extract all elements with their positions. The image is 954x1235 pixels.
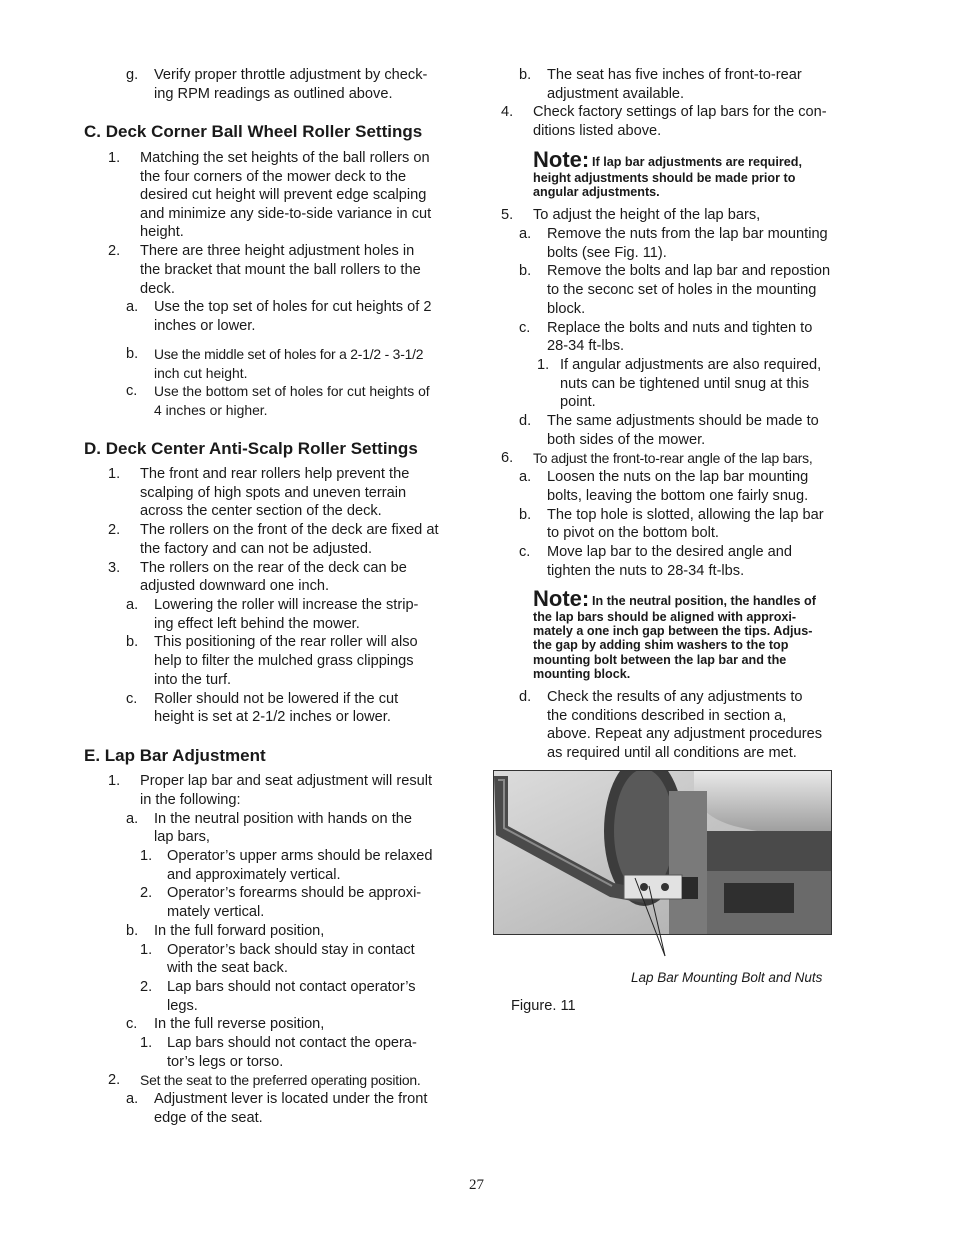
list-marker: 1. <box>140 942 153 958</box>
text-line: point. <box>560 394 596 410</box>
text-line: bolts, leaving the bottom one fairly snug. <box>547 488 809 504</box>
section-heading-e: E. Lap Bar Adjustment <box>84 746 266 765</box>
list-marker: g. <box>126 67 139 83</box>
text-line: lap bars, <box>154 829 210 845</box>
text-line: height is set at 2-1/2 inches or lower. <box>154 709 391 725</box>
text-line: the factory and can not be adjusted. <box>140 541 373 557</box>
text-line: To adjust the height of the lap bars, <box>533 207 761 223</box>
note-label: Note: <box>533 586 590 611</box>
list-marker: b. <box>519 67 532 83</box>
text-line: Remove the bolts and lap bar and repostion <box>547 263 831 279</box>
text-line: Proper lap bar and seat adjustment will result <box>140 773 433 789</box>
text-line: in the following: <box>140 792 241 808</box>
list-marker: 1. <box>108 466 121 482</box>
text-line: Lowering the roller will increase the strip- <box>154 597 419 613</box>
list-marker: b. <box>519 263 532 279</box>
text-line: To adjust the front-to-rear angle of the lap bars, <box>533 450 813 466</box>
list-marker: b. <box>126 634 139 650</box>
note-text: height adjustments should be made prior to <box>533 171 796 185</box>
text-line: 28-34 ft-lbs. <box>547 338 625 354</box>
list-marker: a. <box>126 1091 139 1107</box>
list-marker: a. <box>126 811 139 827</box>
note-text: the gap by adding shim washers to the top <box>533 638 789 652</box>
text-line: tighten the nuts to 28-34 ft-lbs. <box>547 563 745 579</box>
list-marker: 4. <box>501 104 514 120</box>
text-line: into the turf. <box>154 672 232 688</box>
list-marker: d. <box>519 689 532 705</box>
caption-leader-lines <box>493 770 713 970</box>
text-line: Use the middle set of holes for a 2-1/2 - 3-1/2 <box>154 346 424 362</box>
text-line: There are three height adjustment holes in <box>140 243 415 259</box>
text-line: Matching the set heights of the ball rollers on <box>140 150 430 166</box>
text-line: The top hole is slotted, allowing the lap bar <box>547 507 824 523</box>
text-line: scalping of high spots and uneven terrain <box>140 485 407 501</box>
page-number: 27 <box>469 1177 484 1193</box>
list-marker: 3. <box>108 560 121 576</box>
text-line: across the center section of the deck. <box>140 503 382 519</box>
text-line: help to filter the mulched grass clippings <box>154 653 414 669</box>
figure-label: Figure. 11 <box>511 998 576 1014</box>
note-text: In the neutral position, the handles of <box>592 594 816 608</box>
list-marker: 5. <box>501 207 514 223</box>
text-line: Loosen the nuts on the lap bar mounting <box>547 469 809 485</box>
section-heading-d: D. Deck Center Anti-Scalp Roller Settings <box>84 439 418 458</box>
list-marker: 2. <box>108 522 121 538</box>
list-marker: d. <box>519 413 532 429</box>
list-marker: b. <box>126 346 139 362</box>
list-marker: 1. <box>140 1035 153 1051</box>
list-marker: c. <box>126 383 138 399</box>
text-line: to pivot on the bottom bolt. <box>547 525 719 541</box>
text-line: Remove the nuts from the lap bar mounting <box>547 226 828 242</box>
text-line: Operator’s forearms should be approxi- <box>167 885 422 901</box>
text-line: Lap bars should not contact the opera- <box>167 1035 417 1051</box>
list-marker: c. <box>519 320 531 336</box>
text-line: inches or lower. <box>154 318 256 334</box>
list-marker: c. <box>126 691 138 707</box>
text-line: with the seat back. <box>167 960 288 976</box>
text-line: Check factory settings of lap bars for the con- <box>533 104 827 120</box>
text-line: mately vertical. <box>167 904 265 920</box>
list-marker: 2. <box>108 243 121 259</box>
text-line: In the neutral position with hands on the <box>154 811 412 827</box>
text-line: The same adjustments should be made to <box>547 413 819 429</box>
text-line: deck. <box>140 281 175 297</box>
text-line: The seat has five inches of front-to-rear <box>547 67 802 83</box>
text-line: adjusted downward one inch. <box>140 578 330 594</box>
text-line: In the full reverse position, <box>154 1016 325 1032</box>
text-line: Use the bottom set of holes for cut heights of <box>154 383 430 399</box>
text-line: In the full forward position, <box>154 923 325 939</box>
list-marker: c. <box>126 1016 138 1032</box>
list-marker: 1. <box>108 773 121 789</box>
list-marker: c. <box>519 544 531 560</box>
text-line: block. <box>547 301 586 317</box>
list-marker: a. <box>519 469 532 485</box>
list-marker: a. <box>126 299 139 315</box>
list-marker: a. <box>126 597 139 613</box>
list-marker: 6. <box>501 450 514 466</box>
text-line: the four corners of the mower deck to the <box>140 169 407 185</box>
text-line: bolts (see Fig. 11). <box>547 245 667 261</box>
text-line: This positioning of the rear roller will also <box>154 634 418 650</box>
text-line: The rollers on the rear of the deck can be <box>140 560 407 576</box>
note-text: mately a one inch gap between the tips. Adjus- <box>533 624 813 638</box>
text-line: The front and rear rollers help prevent the <box>140 466 410 482</box>
text-line: legs. <box>167 998 198 1014</box>
text-line: ing RPM readings as outlined above. <box>154 86 393 102</box>
text-line: Check the results of any adjustments to <box>547 689 803 705</box>
text-line: Operator’s upper arms should be relaxed <box>167 848 433 864</box>
list-marker: 2. <box>140 979 153 995</box>
note-text: mounting bolt between the lap bar and the <box>533 653 787 667</box>
text-line: Verify proper throttle adjustment by check- <box>154 67 428 83</box>
figure-caption: Lap Bar Mounting Bolt and Nuts <box>631 970 823 985</box>
text-line: as required until all conditions are met. <box>547 745 797 761</box>
list-marker: 2. <box>108 1072 121 1088</box>
text-line: ing effect left behind the mower. <box>154 616 360 632</box>
text-line: Lap bars should not contact operator’s <box>167 979 416 995</box>
note-text: the lap bars should be aligned with approxi- <box>533 610 797 624</box>
text-line: height. <box>140 224 184 240</box>
list-marker: a. <box>519 226 532 242</box>
text-line: above. Repeat any adjustment procedures <box>547 726 823 742</box>
text-line: 4 inches or higher. <box>154 402 268 418</box>
list-marker: 1. <box>140 848 153 864</box>
text-line: edge of the seat. <box>154 1110 263 1126</box>
list-marker: 1. <box>537 357 550 373</box>
section-heading-c: C. Deck Corner Ball Wheel Roller Settings <box>84 122 423 141</box>
text-line: desired cut height will prevent edge scalping <box>140 187 427 203</box>
text-line: Adjustment lever is located under the front <box>154 1091 428 1107</box>
text-line: Replace the bolts and nuts and tighten to <box>547 320 813 336</box>
list-marker: 1. <box>108 150 121 166</box>
text-line: nuts can be tightened until snug at this <box>560 376 810 392</box>
text-line: tor’s legs or torso. <box>167 1054 284 1070</box>
text-line: Move lap bar to the desired angle and <box>547 544 793 560</box>
text-line: the bracket that mount the ball rollers to the <box>140 262 421 278</box>
note-text: If lap bar adjustments are required, <box>592 155 802 169</box>
list-marker: 2. <box>140 885 153 901</box>
text-line: inch cut height. <box>154 365 248 381</box>
text-line: adjustment available. <box>547 86 685 102</box>
text-line: Roller should not be lowered if the cut <box>154 691 399 707</box>
text-line: Use the top set of holes for cut heights of 2 <box>154 299 432 315</box>
text-line: The rollers on the front of the deck are fixed at <box>140 522 439 538</box>
text-line: ditions listed above. <box>533 123 662 139</box>
list-marker: b. <box>519 507 532 523</box>
list-marker: b. <box>126 923 139 939</box>
text-line: Operator’s back should stay in contact <box>167 942 415 958</box>
text-line: Set the seat to the preferred operating position. <box>140 1072 421 1088</box>
text-line: to the seconc set of holes in the mounting <box>547 282 817 298</box>
note-label: Note: <box>533 147 590 172</box>
note-text: mounting block. <box>533 667 631 681</box>
text-line: and approximately vertical. <box>167 867 341 883</box>
text-line: the conditions described in section a, <box>547 708 787 724</box>
note-text: angular adjustments. <box>533 185 660 199</box>
text-line: both sides of the mower. <box>547 432 706 448</box>
text-line: and minimize any side-to-side variance in cut <box>140 206 432 222</box>
text-line: If angular adjustments are also required, <box>560 357 822 373</box>
